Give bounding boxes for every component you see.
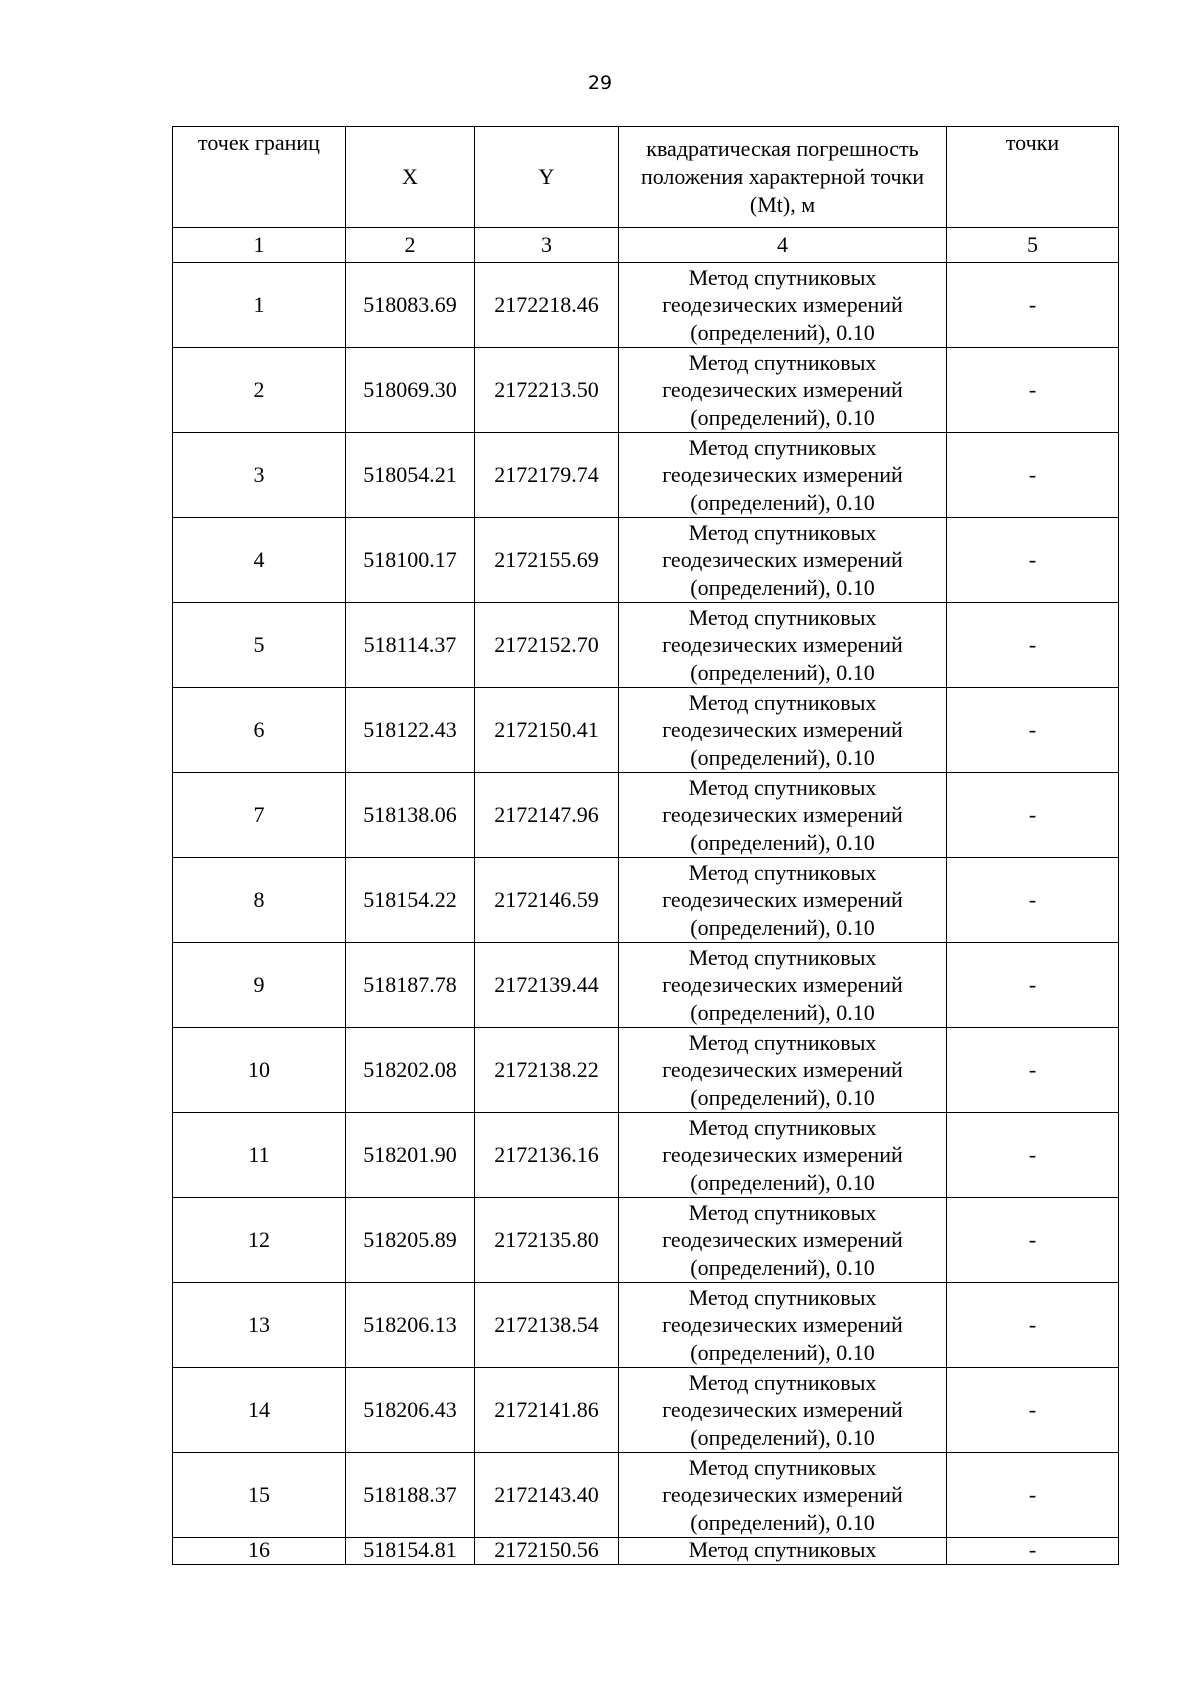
table-row	[173, 943, 1119, 1028]
method-cell	[619, 773, 947, 858]
table-row	[173, 348, 1119, 433]
point-number-cell: 6	[173, 688, 346, 773]
header-boundary-points: точек границ	[173, 127, 346, 228]
y-coordinate-cell: 2172146.59	[475, 858, 619, 943]
point-description-cell: -	[947, 1538, 1119, 1565]
point-number-cell: 3	[173, 433, 346, 518]
y-coordinate-cell: 2172136.16	[475, 1113, 619, 1198]
method-text: Метод спутниковых	[688, 1284, 877, 1310]
point-description-cell: -	[947, 1028, 1119, 1113]
method-cell	[619, 943, 947, 1028]
page-number: 29	[587, 72, 613, 94]
column-number: 5	[947, 228, 1119, 263]
y-coordinate-cell: 2172150.41	[475, 688, 619, 773]
table-row	[173, 263, 1119, 348]
x-coordinate-cell: 518201.90	[346, 1113, 475, 1198]
table-row	[173, 433, 1119, 518]
table-row	[173, 1538, 1119, 1565]
y-coordinate-cell: 2172138.22	[475, 1028, 619, 1113]
coordinates-table	[172, 126, 1119, 1565]
y-coordinate-cell: 2172179.74	[475, 433, 619, 518]
method-text: геодезических измерений	[662, 1312, 903, 1338]
method-text: Метод спутниковых	[688, 264, 877, 290]
y-coordinate-cell: 2172218.46	[475, 263, 619, 348]
point-description-cell: -	[947, 943, 1119, 1028]
column-numbers-row	[173, 228, 1119, 263]
y-coordinate-cell: 2172138.54	[475, 1283, 619, 1368]
method-cell	[619, 603, 947, 688]
point-number-cell: 16	[173, 1538, 346, 1565]
method-cell	[619, 1368, 947, 1453]
method-text: геодезических измерений	[662, 717, 903, 743]
method-cell	[619, 1113, 947, 1198]
method-text: Метод спутниковых	[688, 859, 877, 885]
method-text: Метод спутниковых	[688, 519, 877, 545]
method-text: геодезических измерений	[662, 802, 903, 828]
method-cell	[619, 1453, 947, 1538]
point-number-cell: 11	[173, 1113, 346, 1198]
method-cell	[619, 433, 947, 518]
method-text: Метод спутниковых	[688, 1029, 877, 1055]
method-text: (определений), 0.10	[690, 914, 875, 940]
method-text: (определений), 0.10	[690, 1084, 875, 1110]
point-description-cell: -	[947, 858, 1119, 943]
header-point-description: точки	[947, 127, 1119, 228]
method-text: Метод спутниковых	[688, 434, 877, 460]
method-cell	[619, 1198, 947, 1283]
x-coordinate-cell: 518154.81	[346, 1538, 475, 1565]
point-description-cell: -	[947, 688, 1119, 773]
method-text: Метод спутниковых	[688, 1537, 877, 1562]
method-text: (определений), 0.10	[690, 1509, 875, 1535]
table-row	[173, 1283, 1119, 1368]
x-coordinate-cell: 518202.08	[346, 1028, 475, 1113]
method-text: (определений), 0.10	[690, 829, 875, 855]
method-text: геодезических измерений	[662, 1397, 903, 1423]
point-description-cell: -	[947, 1198, 1119, 1283]
method-cell	[619, 1538, 947, 1565]
point-number-cell: 4	[173, 518, 346, 603]
table-row	[173, 1113, 1119, 1198]
point-description-cell: -	[947, 773, 1119, 858]
column-number: 3	[475, 228, 619, 263]
y-coordinate-cell: 2172143.40	[475, 1453, 619, 1538]
method-cell	[619, 263, 947, 348]
method-text: Метод спутниковых	[688, 604, 877, 630]
method-text: Метод спутниковых	[688, 1369, 877, 1395]
method-text: Метод спутниковых	[688, 944, 877, 970]
method-text: (определений), 0.10	[690, 1339, 875, 1365]
y-coordinate-cell: 2172152.70	[475, 603, 619, 688]
method-text: геодезических измерений	[662, 632, 903, 658]
point-description-cell: -	[947, 518, 1119, 603]
table-row	[173, 773, 1119, 858]
point-number-cell: 7	[173, 773, 346, 858]
point-description-cell: -	[947, 1283, 1119, 1368]
point-description-cell: -	[947, 1113, 1119, 1198]
table-row	[173, 688, 1119, 773]
method-text: геодезических измерений	[662, 377, 903, 403]
point-description-cell: -	[947, 603, 1119, 688]
point-number-cell: 14	[173, 1368, 346, 1453]
point-description-cell: -	[947, 348, 1119, 433]
x-coordinate-cell: 518205.89	[346, 1198, 475, 1283]
x-coordinate-cell: 518154.22	[346, 858, 475, 943]
method-text: геодезических измерений	[662, 1057, 903, 1083]
point-number-cell: 9	[173, 943, 346, 1028]
method-cell	[619, 348, 947, 433]
method-text: геодезических измерений	[662, 1227, 903, 1253]
method-text: (определений), 0.10	[690, 999, 875, 1025]
header-x: X	[346, 127, 475, 228]
y-coordinate-cell: 2172155.69	[475, 518, 619, 603]
method-text: (определений), 0.10	[690, 1169, 875, 1195]
x-coordinate-cell: 518054.21	[346, 433, 475, 518]
table-header-row	[173, 127, 1119, 228]
method-text: (определений), 0.10	[690, 744, 875, 770]
point-number-cell: 2	[173, 348, 346, 433]
table-row	[173, 1028, 1119, 1113]
point-description-cell: -	[947, 1368, 1119, 1453]
method-cell	[619, 518, 947, 603]
x-coordinate-cell: 518188.37	[346, 1453, 475, 1538]
column-number: 2	[346, 228, 475, 263]
y-coordinate-cell: 2172141.86	[475, 1368, 619, 1453]
y-coordinate-cell: 2172150.56	[475, 1538, 619, 1565]
point-description-cell: -	[947, 263, 1119, 348]
x-coordinate-cell: 518122.43	[346, 688, 475, 773]
y-coordinate-cell: 2172139.44	[475, 943, 619, 1028]
point-number-cell: 15	[173, 1453, 346, 1538]
table-row	[173, 858, 1119, 943]
point-description-cell: -	[947, 433, 1119, 518]
method-text: Метод спутниковых	[688, 689, 877, 715]
point-description-cell: -	[947, 1453, 1119, 1538]
column-number: 4	[619, 228, 947, 263]
point-number-cell: 10	[173, 1028, 346, 1113]
table-row	[173, 603, 1119, 688]
point-number-cell: 13	[173, 1283, 346, 1368]
method-text: (определений), 0.10	[690, 319, 875, 345]
y-coordinate-cell: 2172213.50	[475, 348, 619, 433]
method-text: Метод спутниковых	[688, 774, 877, 800]
method-text: геодезических измерений	[662, 547, 903, 573]
method-text: (определений), 0.10	[690, 1254, 875, 1280]
method-cell	[619, 1283, 947, 1368]
method-cell	[619, 688, 947, 773]
x-coordinate-cell: 518206.13	[346, 1283, 475, 1368]
method-text: геодезических измерений	[662, 887, 903, 913]
method-cell	[619, 1028, 947, 1113]
method-text: геодезических измерений	[662, 462, 903, 488]
x-coordinate-cell: 518114.37	[346, 603, 475, 688]
x-coordinate-cell: 518206.43	[346, 1368, 475, 1453]
x-coordinate-cell: 518187.78	[346, 943, 475, 1028]
column-number: 1	[173, 228, 346, 263]
point-number-cell: 1	[173, 263, 346, 348]
point-number-cell: 12	[173, 1198, 346, 1283]
table-row	[173, 518, 1119, 603]
method-text: (определений), 0.10	[690, 489, 875, 515]
method-text: Метод спутниковых	[688, 1454, 877, 1480]
point-number-cell: 8	[173, 858, 346, 943]
y-coordinate-cell: 2172135.80	[475, 1198, 619, 1283]
y-coordinate-cell: 2172147.96	[475, 773, 619, 858]
method-text: (определений), 0.10	[690, 1424, 875, 1450]
method-text: Метод спутниковых	[688, 349, 877, 375]
method-text: Метод спутниковых	[688, 1114, 877, 1140]
point-number-cell: 5	[173, 603, 346, 688]
method-text: Метод спутниковых	[688, 1199, 877, 1225]
x-coordinate-cell: 518069.30	[346, 348, 475, 433]
header-y: Y	[475, 127, 619, 228]
method-text: (определений), 0.10	[690, 404, 875, 430]
method-text: геодезических измерений	[662, 1482, 903, 1508]
table-row	[173, 1453, 1119, 1538]
table-row	[173, 1368, 1119, 1453]
table-row	[173, 1198, 1119, 1283]
method-text: (определений), 0.10	[690, 659, 875, 685]
x-coordinate-cell: 518083.69	[346, 263, 475, 348]
method-text: геодезических измерений	[662, 1142, 903, 1168]
x-coordinate-cell: 518138.06	[346, 773, 475, 858]
method-text: (определений), 0.10	[690, 574, 875, 600]
method-cell	[619, 858, 947, 943]
method-text: геодезических измерений	[662, 292, 903, 318]
method-text: геодезических измерений	[662, 972, 903, 998]
x-coordinate-cell: 518100.17	[346, 518, 475, 603]
header-error: квадратическая погрешность положения характерной точки (Mt), м	[619, 127, 947, 228]
